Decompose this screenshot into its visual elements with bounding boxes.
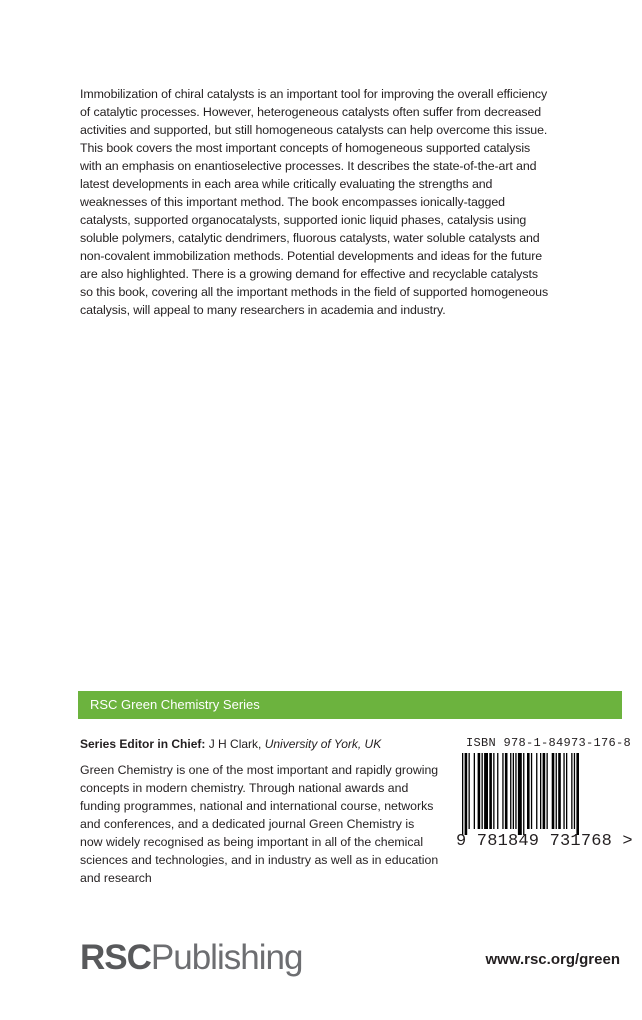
barcode-bar — [518, 753, 522, 835]
logo-publishing: Publishing — [150, 938, 303, 977]
barcode-bar — [566, 753, 567, 829]
barcode-bar — [547, 753, 548, 829]
barcode-bar — [543, 753, 546, 829]
series-name: RSC Green Chemistry Series — [90, 697, 260, 712]
barcode-bar — [465, 753, 468, 835]
barcode-bar — [462, 753, 463, 835]
editor-label: Series Editor in Chief: — [80, 737, 206, 751]
publisher-url[interactable]: www.rsc.org/green — [485, 951, 620, 968]
publisher-logo — [80, 938, 302, 978]
editor-affiliation: University of York, UK — [264, 737, 382, 751]
series-banner — [78, 691, 622, 719]
series-description: Green Chemistry is one of the most important and rapidly growing concepts in modern chemistry. Through national awards and funding programmes, national and international course, networks and conferences, and a dedicated journal Green Chemistry is now widely recognised as being important in all of the chemical sciences and technologies, and in industry as well as in education and research — [80, 763, 439, 885]
series-editor — [80, 736, 460, 752]
barcode-bar — [576, 753, 579, 835]
barcode-bar — [523, 753, 524, 835]
barcode-bar — [474, 753, 475, 829]
logo-rsc: RSC — [80, 938, 151, 977]
barcode-bar — [493, 753, 494, 829]
barcode-bar — [531, 753, 532, 829]
barcode-bar — [505, 753, 508, 829]
barcode-bar — [558, 753, 561, 829]
barcode-bar — [484, 753, 488, 829]
book-blurb: Immobilization of chiral catalysts is an important tool for improving the overall efficiency of catalytic processes. However, heterogeneous catalysts often suffer from decreased activities and supported, but still homogeneous catalysts can help overcome this issue. This book covers the most important concepts of homogeneous supported catalysis with an emphasis on enantioselective processes. It describes the state-of-the-art and latest developments in each area while critically evaluating the strengths and weaknesses of this important method. The book encompasses ionically-tagged catalysts, supported organocatalysts, supported ionic liquid phases, catalysis using soluble polymers, catalytic dendrimers, fluorous catalysts, water soluble catalysts and non-covalent immobilization methods. Potential developments and ideas for the future are also highlighted. There is a growing demand for effective and recyclable catalysts so this book, covering all the important methods in the field of supported homogeneous catalysis, will appeal to many researchers in academia and industry. — [80, 87, 549, 317]
isbn-label: ISBN 978-1-84973-176-8 — [466, 736, 632, 750]
barcode-bar — [536, 753, 537, 829]
barcode-digits: 9 781849 731768 > — [456, 832, 633, 851]
barcode-bar — [571, 753, 572, 829]
barcode-bar — [502, 753, 503, 829]
barcode-bar — [552, 753, 555, 829]
barcode-bar — [556, 753, 557, 829]
barcode-bar — [489, 753, 492, 829]
barcode-bar — [482, 753, 483, 829]
barcode-bar — [469, 753, 470, 829]
editor-name: J H Clark, — [208, 737, 262, 751]
barcode-bar — [515, 753, 516, 829]
barcode-bar — [563, 753, 564, 829]
barcode-bar — [513, 753, 514, 829]
barcode-bar — [497, 753, 498, 829]
barcode-bar — [478, 753, 481, 829]
barcode — [460, 753, 624, 835]
barcode-bar — [574, 753, 575, 829]
barcode-bar — [540, 753, 541, 829]
barcode-bar — [527, 753, 530, 829]
barcode-bar — [510, 753, 511, 829]
